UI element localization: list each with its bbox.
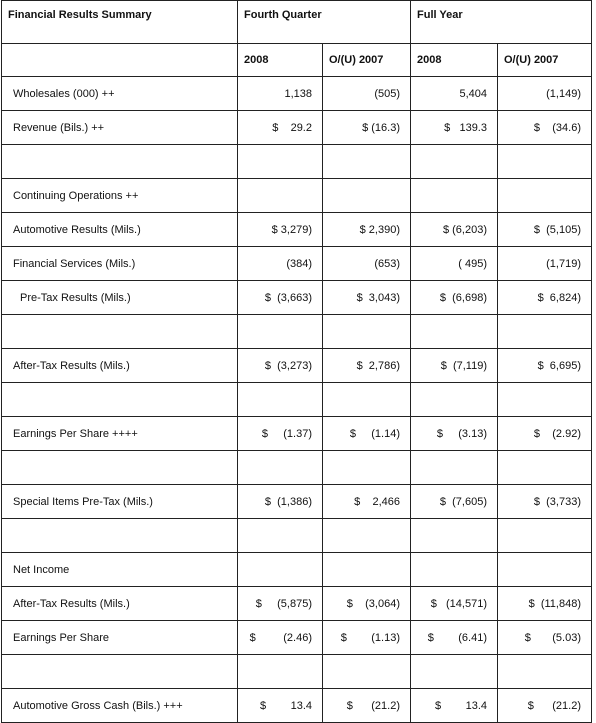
- row-label: Automotive Results (Mils.): [2, 213, 238, 247]
- table-row: [2, 485, 592, 519]
- row-value: (653): [323, 247, 411, 281]
- row-value: [323, 315, 411, 349]
- column-header-y-2008: 2008: [411, 44, 498, 77]
- row-value: $ (6,203): [411, 213, 498, 247]
- row-value: $ 2,786): [323, 349, 411, 383]
- row-label: [2, 655, 238, 689]
- row-value: $ (3,663): [238, 281, 323, 315]
- row-value: [411, 519, 498, 553]
- row-value: [323, 451, 411, 485]
- row-label: [2, 145, 238, 179]
- row-value: [323, 553, 411, 587]
- row-value: $ (21.2): [498, 689, 592, 723]
- row-value: $ (3.13): [411, 417, 498, 451]
- row-label: [2, 519, 238, 553]
- row-value: [411, 655, 498, 689]
- row-value: [323, 655, 411, 689]
- group-header-full-year: Full Year: [411, 1, 592, 44]
- column-header-blank: [2, 44, 238, 77]
- row-value: (384): [238, 247, 323, 281]
- row-value: $ 6,824): [498, 281, 592, 315]
- row-value: $ (3,733): [498, 485, 592, 519]
- row-value: $ (34.6): [498, 111, 592, 145]
- table-row: [2, 383, 592, 417]
- table-row: [2, 655, 592, 689]
- table-row: [2, 213, 592, 247]
- row-value: $ (16.3): [323, 111, 411, 145]
- row-value: $ 3,043): [323, 281, 411, 315]
- row-value: (1,719): [498, 247, 592, 281]
- row-label: [2, 451, 238, 485]
- row-value: [323, 179, 411, 213]
- row-value: [498, 145, 592, 179]
- row-value: [238, 451, 323, 485]
- column-header-q-vs-2007: O/(U) 2007: [323, 44, 411, 77]
- row-value: [498, 315, 592, 349]
- row-value: $ (1.13): [323, 621, 411, 655]
- row-value: [238, 315, 323, 349]
- row-label: Earnings Per Share: [2, 621, 238, 655]
- row-label: After-Tax Results (Mils.): [2, 349, 238, 383]
- row-value: [411, 145, 498, 179]
- row-value: $ 2,466: [323, 485, 411, 519]
- row-value: [411, 553, 498, 587]
- row-value: [411, 179, 498, 213]
- table-row: [2, 281, 592, 315]
- row-value: $ (14,571): [411, 587, 498, 621]
- table-row: [2, 689, 592, 723]
- row-value: [411, 383, 498, 417]
- row-value: [238, 655, 323, 689]
- row-label: After-Tax Results (Mils.): [2, 587, 238, 621]
- row-label: Financial Services (Mils.): [2, 247, 238, 281]
- row-value: [411, 451, 498, 485]
- table-title: Financial Results Summary: [2, 1, 238, 44]
- row-value: $ 2,390): [323, 213, 411, 247]
- table-row: [2, 315, 592, 349]
- row-value: $ (3,273): [238, 349, 323, 383]
- row-value: $ 6,695): [498, 349, 592, 383]
- row-value: $ (2.92): [498, 417, 592, 451]
- row-value: [323, 519, 411, 553]
- row-value: [323, 145, 411, 179]
- row-value: $ 139.3: [411, 111, 498, 145]
- row-value: [498, 553, 592, 587]
- row-value: [498, 383, 592, 417]
- row-label: Pre-Tax Results (Mils.): [2, 281, 238, 315]
- row-value: $ (21.2): [323, 689, 411, 723]
- row-value: $ 3,279): [238, 213, 323, 247]
- row-label: Automotive Gross Cash (Bils.) +++: [2, 689, 238, 723]
- table-row: [2, 451, 592, 485]
- table-title-row: [2, 1, 592, 44]
- row-label: Earnings Per Share ++++: [2, 417, 238, 451]
- table-row: [2, 111, 592, 145]
- row-value: $ 29.2: [238, 111, 323, 145]
- row-label: Continuing Operations ++: [2, 179, 238, 213]
- row-value: $ (1.14): [323, 417, 411, 451]
- row-value: $ (3,064): [323, 587, 411, 621]
- table-row: [2, 417, 592, 451]
- row-value: [238, 519, 323, 553]
- row-value: $ (7,605): [411, 485, 498, 519]
- row-value: $ (1,386): [238, 485, 323, 519]
- table-row: [2, 553, 592, 587]
- table-row: [2, 145, 592, 179]
- column-header-q-2008: 2008: [238, 44, 323, 77]
- row-value: $ (11,848): [498, 587, 592, 621]
- row-value: $ 13.4: [238, 689, 323, 723]
- row-value: [238, 383, 323, 417]
- row-value: (505): [323, 77, 411, 111]
- table-row: [2, 77, 592, 111]
- row-value: $ (5.03): [498, 621, 592, 655]
- row-value: $ (6,698): [411, 281, 498, 315]
- row-value: [411, 315, 498, 349]
- row-value: 5,404: [411, 77, 498, 111]
- table-row: [2, 247, 592, 281]
- row-value: [238, 553, 323, 587]
- row-label: Net Income: [2, 553, 238, 587]
- column-header-y-vs-2007: O/(U) 2007: [498, 44, 592, 77]
- row-value: $ (6.41): [411, 621, 498, 655]
- row-label: [2, 315, 238, 349]
- table-row: [2, 349, 592, 383]
- row-label: Revenue (Bils.) ++: [2, 111, 238, 145]
- row-value: 1,138: [238, 77, 323, 111]
- row-label: [2, 383, 238, 417]
- table-row: [2, 179, 592, 213]
- row-value: $ (5,105): [498, 213, 592, 247]
- row-value: $ (2.46): [238, 621, 323, 655]
- row-value: [498, 451, 592, 485]
- column-header-row: [2, 44, 592, 77]
- row-value: [498, 179, 592, 213]
- group-header-fourth-quarter: Fourth Quarter: [238, 1, 411, 44]
- row-value: $ (7,119): [411, 349, 498, 383]
- row-value: $ (5,875): [238, 587, 323, 621]
- row-value: [498, 655, 592, 689]
- row-value: [498, 519, 592, 553]
- row-label: Wholesales (000) ++: [2, 77, 238, 111]
- row-value: ( 495): [411, 247, 498, 281]
- table-row: [2, 621, 592, 655]
- row-value: [323, 383, 411, 417]
- row-value: $ 13.4: [411, 689, 498, 723]
- row-value: [238, 179, 323, 213]
- row-value: $ (1.37): [238, 417, 323, 451]
- row-label: Special Items Pre-Tax (Mils.): [2, 485, 238, 519]
- row-value: [238, 145, 323, 179]
- table-row: [2, 519, 592, 553]
- row-value: (1,149): [498, 77, 592, 111]
- table-row: [2, 587, 592, 621]
